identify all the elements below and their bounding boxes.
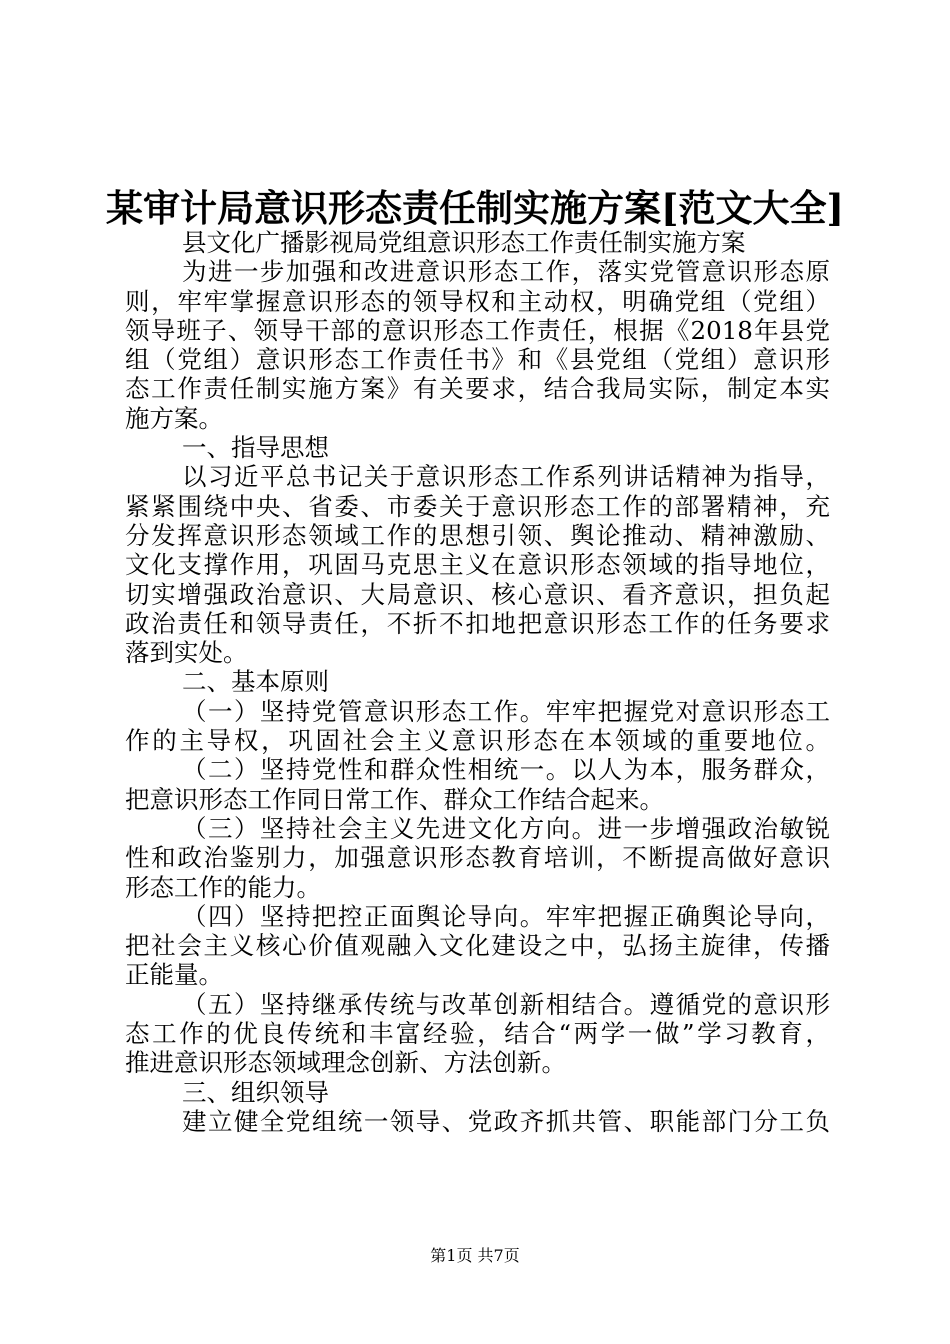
body-line: 落到实处。 (125, 638, 248, 668)
body-line: （四）坚持把控正面舆论导向。牢牢把握正确舆论导向， (182, 901, 830, 931)
document-title: 某审计局意识形态责任制实施方案[范文大全] (105, 186, 844, 230)
document-body (125, 228, 830, 1136)
body-line: （一）坚持党管意识形态工作。牢牢把握党对意识形态工 (182, 696, 830, 726)
body-line: 紧紧围绕中央、省委、市委关于意识形态工作的部署精神，充 (125, 491, 830, 521)
body-line: 性和政治鉴别力，加强意识形态教育培训，不断提高做好意识 (125, 843, 830, 873)
body-line: 为进一步加强和改进意识形态工作，落实党管意识形态原 (182, 257, 830, 287)
body-line: 形态工作的能力。 (125, 872, 321, 902)
body-line: 文化支撑作用，巩固马克思主义在意识形态领域的指导地位， (125, 550, 830, 580)
body-line: 以习近平总书记关于意识形态工作系列讲话精神为指导， (182, 462, 830, 492)
body-line: （二）坚持党性和群众性相统一。以人为本，服务群众， (182, 755, 830, 785)
body-line: 则，牢牢掌握意识形态的领导权和主动权，明确党组（党组） (125, 286, 830, 316)
body-line: 领导班子、领导干部的意识形态工作责任，根据《2018年县党 (125, 315, 830, 345)
body-line: 三、组织领导 (182, 1077, 329, 1107)
body-line: 施方案。 (125, 403, 223, 433)
body-line: 正能量。 (125, 960, 223, 990)
body-line: 分发挥意识形态领域工作的思想引领、舆论推动、精神激励、 (125, 520, 830, 550)
body-line: 一、指导思想 (182, 433, 329, 463)
body-line: 态工作的优良传统和丰富经验，结合“两学一做”学习教育， (125, 1019, 830, 1049)
body-line: 建立健全党组统一领导、党政齐抓共管、职能部门分工负 (182, 1106, 830, 1136)
body-line: 切实增强政治意识、大局意识、核心意识、看齐意识，担负起 (125, 579, 830, 609)
body-line: 作的主导权，巩固社会主义意识形态在本领域的重要地位。 (125, 726, 830, 756)
body-line: 政治责任和领导责任，不折不扣地把意识形态工作的任务要求 (125, 608, 830, 638)
body-line: 推进意识形态领域理念创新、方法创新。 (125, 1048, 566, 1078)
body-line: 把社会主义核心价值观融入文化建设之中，弘扬主旋律，传播 (125, 931, 830, 961)
body-line: 态工作责任制实施方案》有关要求，结合我局实际，制定本实 (125, 374, 830, 404)
body-line: 把意识形态工作同日常工作、群众工作结合起来。 (125, 784, 664, 814)
body-line: 组（党组）意识形态工作责任书》和《县党组（党组）意识形 (125, 345, 830, 375)
body-line: 县文化广播影视局党组意识形态工作责任制实施方案 (182, 228, 746, 257)
body-line: 二、基本原则 (182, 667, 329, 697)
body-line: （五）坚持继承传统与改革创新相结合。遵循党的意识形 (182, 989, 830, 1019)
body-line: （三）坚持社会主义先进文化方向。进一步增强政治敏锐 (182, 813, 830, 843)
page-footer: 第1页 共7页 (430, 1246, 520, 1265)
